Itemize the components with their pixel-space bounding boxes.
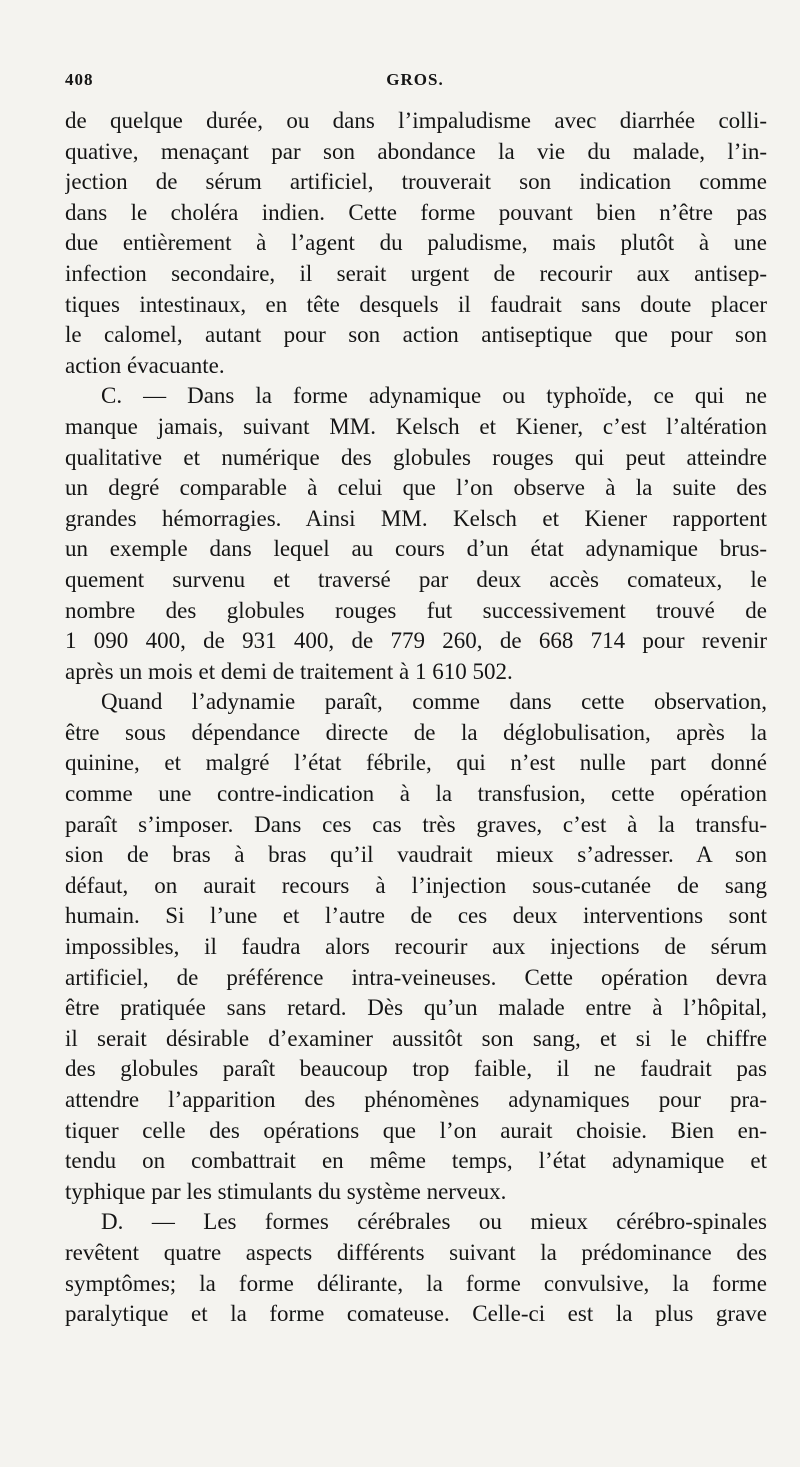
text-line: dans le choléra indien. Cette forme pouvant bien n’être pas [65,199,767,225]
text-line: revêtent quatre aspects différents suivant la prédominance des [65,1239,767,1265]
text-line: quinine, et malgré l’état fébrile, qui n’est nulle part donné [65,750,767,776]
text-line: le calomel, autant pour son action antiseptique que pour son [65,322,767,348]
text-line: être pratiquée sans retard. Dès qu’un malade entre à l’hôpital, [65,995,767,1021]
text-line: quement survenu et traversé par deux accès comateux, le [65,566,767,592]
text-line: être sous dépendance directe de la déglobulisation, après la [65,719,767,745]
text-line: paraît s’imposer. Dans ces cas très graves, c’est à la transfu- [65,811,767,837]
text-line: tendu on combattrait en même temps, l’état adynamique et [65,1148,767,1174]
text-line: de quelque durée, ou dans l’impaludisme avec diarrhée colli- [65,108,767,133]
text-line: action évacuante. [65,352,225,378]
text-line: grandes hémorragies. Ainsi MM. Kelsch et Kiener rapportent [65,505,767,531]
text-line: des globules paraît beaucoup trop faible, il ne faudrait pas [65,1056,767,1082]
body-text [65,106,767,1330]
text-line: qualitative et numérique des globules rouges qui peut atteindre [65,444,767,470]
text-line: infection secondaire, il serait urgent de recourir aux antisep- [65,260,767,286]
text-line: comme une contre-indication à la transfusion, cette opération [65,781,767,807]
text-line: il serait désirable d’examiner aussitôt son sang, et si le chiffre [65,1025,767,1051]
text-line: tiquer celle des opérations que l’on aurait choisie. Bien en- [65,1117,767,1143]
text-line: jection de sérum artificiel, trouverait son indication comme [65,169,767,195]
text-line: attendre l’apparition des phénomènes adynamiques pour pra- [65,1087,767,1112]
text-line: symptômes; la forme délirante, la forme convulsive, la forme [65,1270,767,1296]
text-line: après un mois et demi de traitement à 1 610 502. [65,658,513,684]
page-header [65,70,765,100]
page-number: 408 [65,70,94,89]
text-line: manque jamais, suivant MM. Kelsch et Kiener, c’est l’altération [65,413,767,439]
text-line: nombre des globules rouges fut successivement trouvé de [65,597,767,623]
text-line: paralytique et la forme comateuse. Celle-ci est la plus grave [65,1301,767,1327]
text-line: tiques intestinaux, en tête desquels il faudrait sans doute placer [65,291,767,317]
text-line: 1 090 400, de 931 400, de 779 260, de 668 714 pour revenir [65,628,767,654]
text-line: humain. Si l’une et l’autre de ces deux interventions sont [65,903,767,929]
text-line: impossibles, il faudra alors recourir aux injections de sérum [65,934,767,960]
running-head: GROS. [386,70,444,89]
text-line: quative, menaçant par son abondance la vie du malade, l’in- [65,138,767,164]
text-line: artificiel, de préférence intra-veineuses. Cette opération devra [65,964,767,990]
text-line: typhique par les stimulants du système nerveux. [65,1178,507,1204]
text-line: un exemple dans lequel au cours d’un état adynamique brus- [65,536,767,562]
text-line: due entièrement à l’agent du paludisme, mais plutôt à une [65,230,767,256]
text-line: D. — Les formes cérébrales ou mieux cérébro-spinales [101,1209,767,1235]
text-line: un degré comparable à celui que l’on observe à la suite des [65,475,767,501]
text-line: défaut, on aurait recours à l’injection sous-cutanée de sang [65,872,767,898]
text-line: C. — Dans la forme adynamique ou typhoïde, ce qui ne [101,383,767,409]
text-line: sion de bras à bras qu’il vaudrait mieux s’adresser. A son [65,842,767,868]
text-line: Quand l’adynamie paraît, comme dans cette observation, [101,689,767,715]
